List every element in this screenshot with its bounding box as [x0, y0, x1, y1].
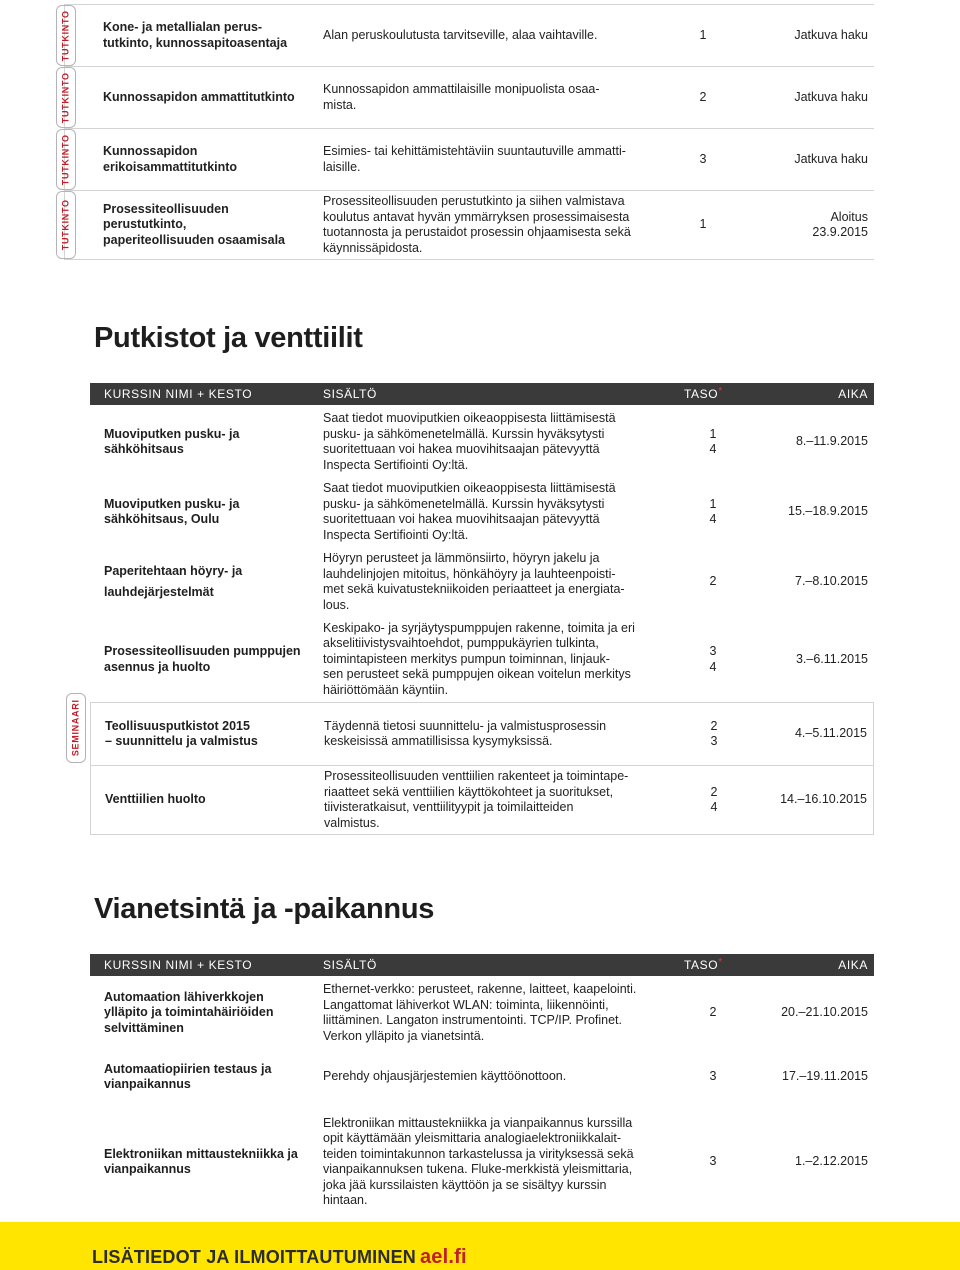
- header-time: AIKA: [838, 958, 868, 972]
- header-level: TASO*: [684, 386, 723, 401]
- header-level: TASO*: [684, 957, 723, 972]
- course-row: [90, 766, 874, 835]
- program-description: Prosessiteollisuuden perustutkinto ja siihen valmistava koulutus antavat hyvän ymmärryksen prosessimaisesta tuotannosta ja perustaidot prosessin ohjaamisesta sekä käynnissäpidosta.: [323, 194, 631, 255]
- programs-table: [60, 4, 874, 260]
- course-time: 4.–5.11.2015: [794, 726, 867, 741]
- course-time: 8.–11.9.2015: [795, 434, 868, 449]
- course-level: 2 3: [710, 718, 718, 748]
- course-time: 14.–16.10.2015: [780, 792, 867, 807]
- course-level: 3: [709, 1069, 717, 1084]
- course-content: Elektroniikan mittaustekniikka ja vianpaikannus kurssilla opit käyttämään yleismittaria analogiaelektroniikkalait- teiden toimintakunnon tarkastelussa ja virityksessä sekä vianpaikannuksen tukena. Fluke-merkkistä yleismittaria, joka jää kurssilaisten käyttöön ja se sisältyy kurssin hintaan.: [323, 1115, 634, 1207]
- course-name: Paperitehtaan höyry- ja lauhdejärjestelmät: [104, 564, 243, 599]
- course-name: Teollisuusputkistot 2015 – suunnittelu ja valmistus: [105, 718, 258, 748]
- header-time: AIKA: [838, 387, 868, 401]
- course-level: 2: [709, 1005, 717, 1020]
- course-time: 7.–8.10.2015: [795, 574, 868, 589]
- course-name: Muoviputken pusku- ja sähköhitsaus, Oulu: [104, 496, 240, 526]
- course-name: Venttiilien huolto: [105, 792, 206, 807]
- program-tag: TUTKINTO: [56, 67, 76, 128]
- program-row: [60, 191, 874, 260]
- program-name: Kone- ja metallialan perus- tutkinto, kunnossapitoasentaja: [64, 5, 313, 66]
- program-description: Esimies- tai kehittämistehtäviin suuntautuville ammatti- laisille.: [323, 144, 626, 174]
- course-row: [90, 978, 874, 1048]
- course-table: [90, 978, 874, 1218]
- section-title: Putkistot ja venttiilit: [94, 322, 363, 354]
- course-level: 2 4: [710, 784, 718, 814]
- course-level: 1 4: [709, 496, 717, 526]
- header-course-name: KURSSIN NIMI + KESTO: [104, 387, 253, 401]
- course-table: [90, 407, 874, 835]
- course-name: Muoviputken pusku- ja sähköhitsaus: [104, 426, 240, 456]
- program-name: Prosessiteollisuuden perustutkinto, paperiteollisuuden osaamisala: [64, 191, 313, 259]
- program-level: 3: [699, 151, 707, 166]
- course-name: Automaatiopiirien testaus ja vianpaikannus: [104, 1061, 272, 1091]
- program-tag: TUTKINTO: [56, 129, 76, 190]
- table-header: [90, 383, 874, 405]
- program-name: Kunnossapidon ammattitutkinto: [64, 67, 313, 128]
- course-row: [90, 617, 874, 702]
- course-row: [90, 407, 874, 477]
- course-content: Saat tiedot muoviputkien oikeaoppisesta liittämisestä pusku- ja sähkömenetelmällä. Kurssin hyväksytysti suoritettuaan voi hakea muovihitsaajan pätevyyttä Inspecta Sertifiointi Oy:ltä.: [323, 481, 616, 542]
- course-time: 3.–6.11.2015: [795, 651, 868, 666]
- course-time: 1.–2.12.2015: [795, 1154, 868, 1169]
- program-description: Alan peruskoulutusta tarvitseville, alaa vaihtaville.: [323, 27, 598, 42]
- course-level: 1 4: [709, 426, 717, 456]
- table-header: [90, 954, 874, 976]
- course-content: Keskipako- ja syrjäytyspumppujen rakenne, toimita ja eri akselitiivistysvaihtoehdot, pumppukäyrien tulkinta, toimintapisteen merkitys pumpun toiminnan, linjauk- sen perusteet sekä pumppujen oikean voitelun merkitys häiriöttömään käyntiin.: [323, 620, 635, 697]
- program-name: Kunnossapidon erikoisammattitutkinto: [64, 129, 313, 190]
- program-time: Jatkuva haku: [794, 27, 868, 42]
- course-row: [90, 547, 874, 617]
- course-time: 20.–21.10.2015: [781, 1005, 868, 1020]
- course-row: [90, 1048, 874, 1106]
- program-level: 1: [699, 27, 707, 42]
- course-time: 15.–18.9.2015: [788, 504, 868, 519]
- course-level: 3: [709, 1154, 717, 1169]
- program-level: 1: [699, 217, 707, 232]
- course-content: Perehdy ohjausjärjestemien käyttöönottoon.: [323, 1069, 567, 1084]
- header-content: SISÄLTÖ: [323, 958, 377, 972]
- program-row: [60, 129, 874, 191]
- course-name: Elektroniikan mittaustekniikka ja vianpaikannus: [104, 1146, 298, 1176]
- header-course-name: KURSSIN NIMI + KESTO: [104, 958, 253, 972]
- course-content: Höyryn perusteet ja lämmönsiirto, höyryn jakelu ja lauhdelinjojen mitoitus, hönkähöyry ja lauhteenpoisti- met sekä kuivatustekniikoiden periaatteet ja energiata- lous.: [323, 551, 625, 612]
- course-row: [90, 477, 874, 547]
- program-description: Kunnossapidon ammattilaisille monipuolista osaa- mista.: [323, 82, 600, 112]
- program-time: Jatkuva haku: [794, 89, 868, 104]
- seminar-tag: SEMINAARI: [66, 693, 86, 763]
- course-content: Prosessiteollisuuden venttiilien rakenteet ja toimintape- riaatteet sekä venttiilien käyttökohteet ja suoritukset, tiivisteratkaisut, venttiilityypit ja toimilaitteiden valmistus.: [324, 769, 629, 830]
- course-row: [90, 702, 874, 766]
- course-row: [90, 1106, 874, 1218]
- footer-link[interactable]: ael.fi: [419, 1246, 467, 1268]
- program-level: 2: [699, 89, 707, 104]
- course-level: 3 4: [709, 644, 717, 674]
- footer-info: LISÄTIEDOT JA ILMOITTAUTUMINEN ael.fi: [92, 1246, 467, 1268]
- program-time: Jatkuva haku: [794, 151, 868, 166]
- section-title: Vianetsintä ja -paikannus: [94, 893, 435, 925]
- course-time: 17.–19.11.2015: [782, 1069, 868, 1084]
- program-row: [60, 4, 874, 67]
- program-tag: TUTKINTO: [56, 5, 76, 66]
- program-tag: TUTKINTO: [56, 191, 76, 259]
- course-content: Saat tiedot muoviputkien oikeaoppisesta liittämisestä pusku- ja sähkömenetelmällä. Kurssin hyväksytysti suoritettuaan voi hakea muovihitsaajan pätevyyttä Inspecta Sertifiointi Oy:ltä.: [323, 411, 616, 472]
- course-content: Ethernet-verkko: perusteet, rakenne, laitteet, kaapelointi. Langattomat lähiverkot WLAN: toiminta, liikennöinti, liittäminen. Langaton instrumentointi. TCP/IP. Profinet. Verkon ylläpito ja vianetsintä.: [323, 982, 637, 1043]
- header-content: SISÄLTÖ: [323, 387, 377, 401]
- program-time: Aloitus 23.9.2015: [812, 209, 868, 239]
- course-name: Prosessiteollisuuden pumppujen asennus ja huolto: [104, 644, 301, 674]
- footer-bar: [0, 1222, 960, 1270]
- course-content: Täydennä tietosi suunnittelu- ja valmistusprosessin keskeisissä ammatillisissa kysymyksissä.: [324, 718, 607, 748]
- course-level: 2: [709, 574, 717, 589]
- course-name: Automaation lähiverkkojen ylläpito ja toimintahäiriöiden selvittäminen: [104, 989, 274, 1035]
- program-row: [60, 67, 874, 129]
